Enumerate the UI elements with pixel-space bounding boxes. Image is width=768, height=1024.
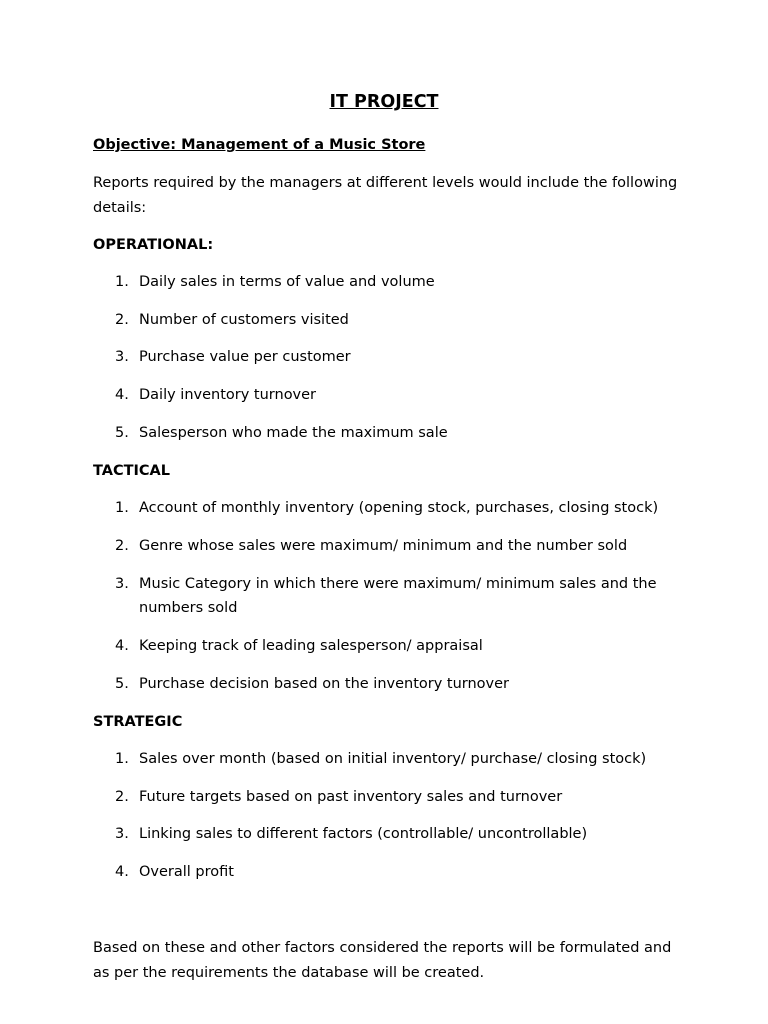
list-item-text: Future targets based on past inventory sales and turnover (139, 788, 563, 805)
list-number: 2. (115, 537, 129, 554)
section-heading-operational: OPERATIONAL: (93, 237, 214, 253)
list-item-text: Purchase value per customer (139, 349, 351, 366)
list-item (93, 308, 683, 333)
objective-heading: Objective: Management of a Music Store (93, 137, 426, 153)
list-item (93, 822, 683, 847)
list-item-text: Daily inventory turnover (139, 387, 317, 404)
list-number: 2. (115, 788, 129, 805)
list-number: 1. (115, 500, 129, 516)
list-item-text: Music Category in which there were maximum/ minimum sales and the numbers sold (139, 575, 657, 617)
list-item-text: Sales over month (based on initial inventory/ purchase/ closing stock) (139, 751, 647, 767)
intro-paragraph: Reports required by the managers at different levels would include the following details: (93, 175, 678, 216)
list-item (93, 270, 683, 295)
document-title: IT PROJECT (329, 92, 439, 112)
list-item (93, 572, 683, 621)
list-number: 2. (115, 311, 129, 328)
list-item-text: Overall profit (139, 864, 234, 881)
list-item (93, 672, 683, 697)
list-number: 5. (115, 424, 129, 441)
list-number: 4. (115, 864, 129, 881)
list-item (93, 496, 683, 521)
list-item (93, 534, 683, 559)
strategic-list (93, 747, 683, 898)
list-item (93, 860, 683, 885)
list-number: 4. (115, 638, 129, 655)
operational-list (93, 270, 683, 458)
list-item-text: Account of monthly inventory (opening stock, purchases, closing stock) (139, 500, 659, 516)
list-number: 1. (115, 751, 129, 767)
list-number: 5. (115, 676, 129, 693)
tactical-list (93, 496, 683, 710)
list-item-text: Purchase decision based on the inventory turnover (139, 676, 510, 693)
list-number: 3. (115, 575, 129, 592)
list-item (93, 421, 683, 446)
list-number: 3. (115, 826, 129, 843)
section-heading-strategic: STRATEGIC (93, 714, 183, 730)
list-item (93, 785, 683, 810)
closing-paragraph: Based on these and other factors considered the reports will be formulated and as per the requirements the database will be created. (93, 940, 672, 981)
list-item-text: Keeping track of leading salesperson/ appraisal (139, 638, 483, 655)
list-item-text: Daily sales in terms of value and volume (139, 274, 435, 290)
list-item (93, 383, 683, 408)
list-item-text: Linking sales to different factors (controllable/ uncontrollable) (139, 826, 588, 843)
list-item-text: Genre whose sales were maximum/ minimum and the number sold (139, 537, 628, 554)
list-item (93, 747, 683, 772)
list-item-text: Salesperson who made the maximum sale (139, 424, 448, 441)
list-number: 1. (115, 274, 129, 290)
list-number: 3. (115, 349, 129, 366)
list-item-text: Number of customers visited (139, 311, 349, 328)
list-item (93, 345, 683, 370)
list-number: 4. (115, 387, 129, 404)
section-heading-tactical: TACTICAL (93, 463, 171, 479)
list-item (93, 634, 683, 659)
